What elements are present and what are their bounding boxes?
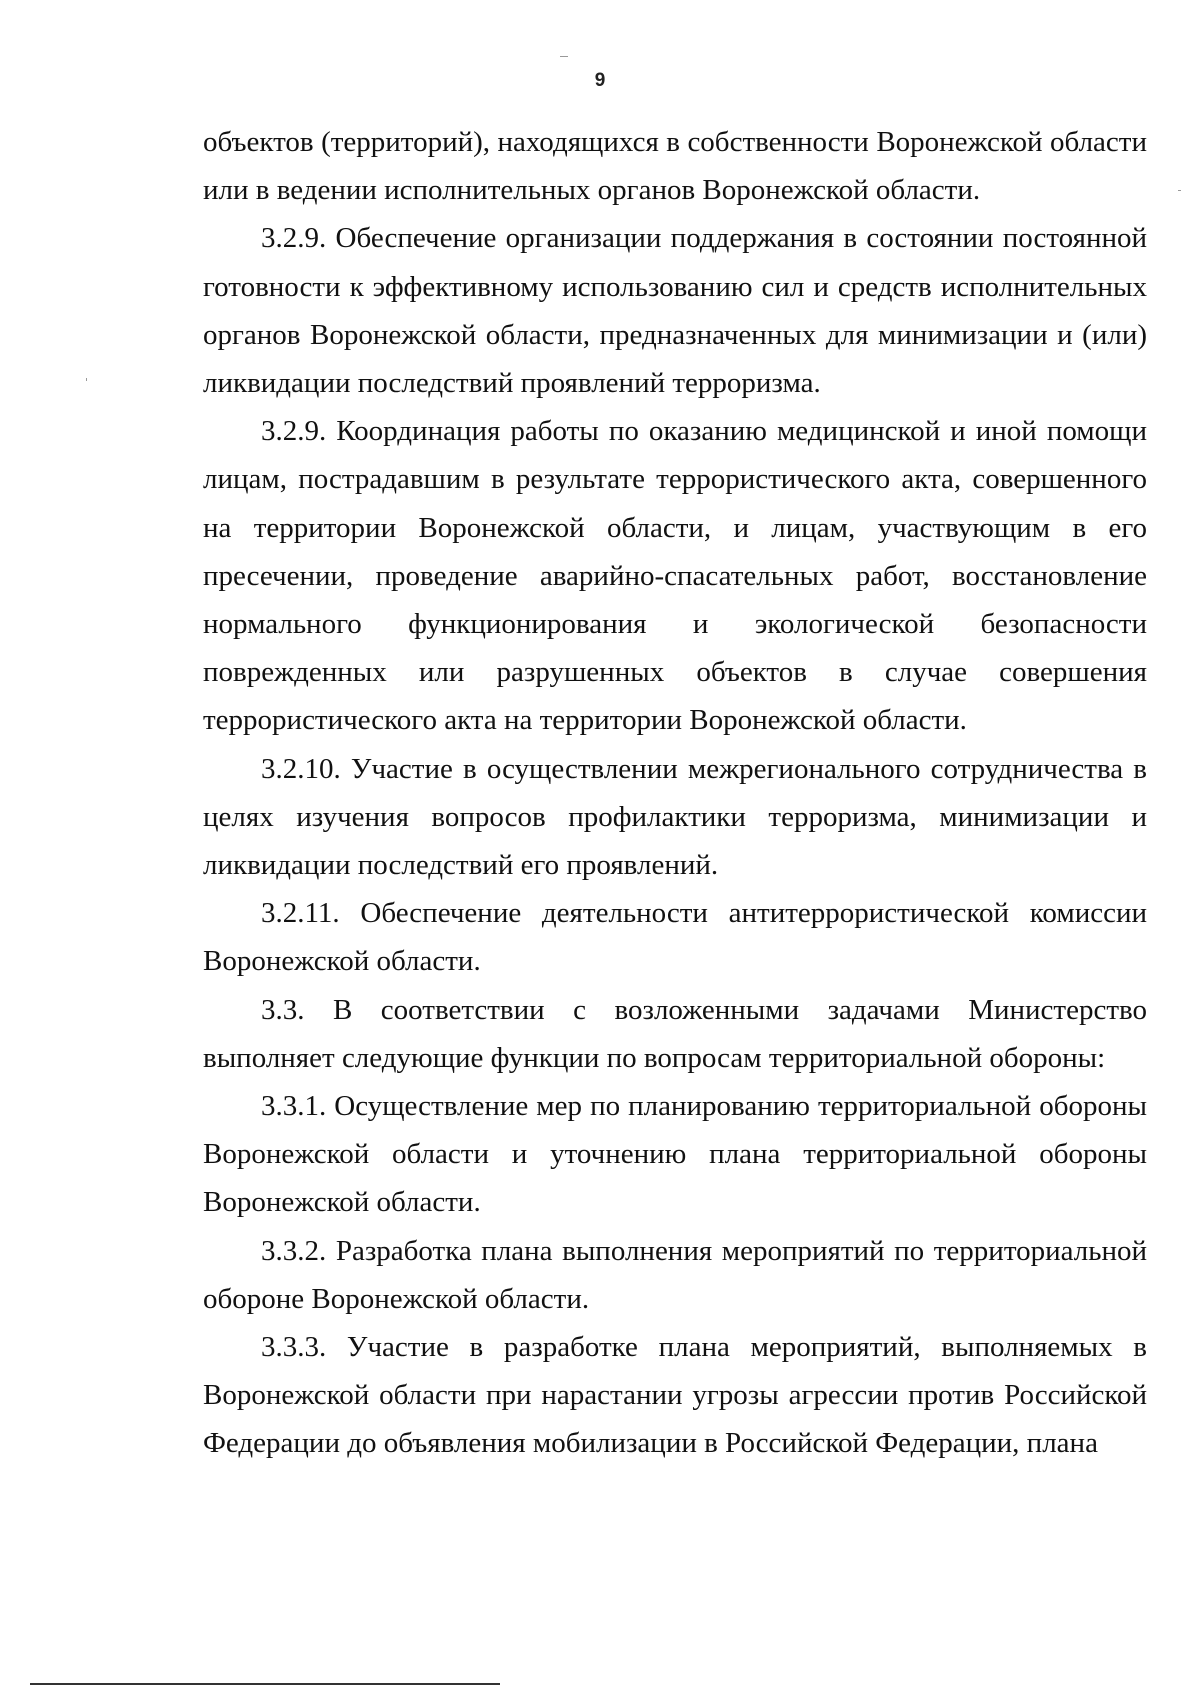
paragraph-3-3: 3.3. В соответствии с возложенными задачами Министерство выполняет следующие функции по вопросам территориальной обороны:	[203, 993, 1147, 1074]
scan-artifact	[560, 56, 568, 57]
footer-rule	[30, 1683, 500, 1685]
paragraph-3-2-9-readiness: 3.2.9. Обеспечение организации поддержания в состоянии постоянной готовности к эффективному использованию сил и средств исполнительных органов Воронежской области, предназначенных для минимизации и (или) ликвидации последствий проявлений терроризма.	[203, 222, 1147, 400]
paragraph-3-3-2: 3.3.2. Разработка плана выполнения мероприятий по территориальной обороне Воронежской области.	[203, 1234, 1147, 1315]
document-body	[203, 118, 1147, 1468]
paragraph-3-2-11: 3.2.11. Обеспечение деятельности антитеррористической комиссии Воронежской области.	[203, 897, 1147, 978]
page-number: 9	[594, 70, 606, 91]
paragraph-3-2-10: 3.2.10. Участие в осуществлении межрегионального сотрудничества в целях изучения вопросов профилактики терроризма, минимизации и ликвидации последствий его проявлений.	[203, 752, 1147, 882]
paragraph-continued: объектов (территорий), находящихся в собственности Воронежской области или в ведении исполнительных органов Воронежской области.	[203, 126, 1147, 207]
scan-artifact	[86, 378, 87, 381]
paragraph-3-3-1: 3.3.1. Осуществление мер по планированию территориальной обороны Воронежской области и уточнению плана территориальной обороны Воронежской области.	[203, 1090, 1147, 1219]
scan-artifact	[1178, 190, 1181, 191]
paragraph-3-3-3: 3.3.3. Участие в разработке плана мероприятий, выполняемых в Воронежской области при нарастании угрозы агрессии против Российской Федерации до объявления мобилизации в Российской Федерации, плана	[203, 1331, 1147, 1460]
paragraph-3-2-9-coordination: 3.2.9. Координация работы по оказанию медицинской и иной помощи лицам, пострадавшим в результате террористического акта, совершенного на территории Воронежской области, и лицам, участвующим в его пресечении, проведение аварийно-спасательных работ, восстановление нормального функционирования и экологической безопасности поврежденных или разрушенных объектов в случае совершения террористического акта на территории Воронежской области.	[203, 415, 1147, 737]
